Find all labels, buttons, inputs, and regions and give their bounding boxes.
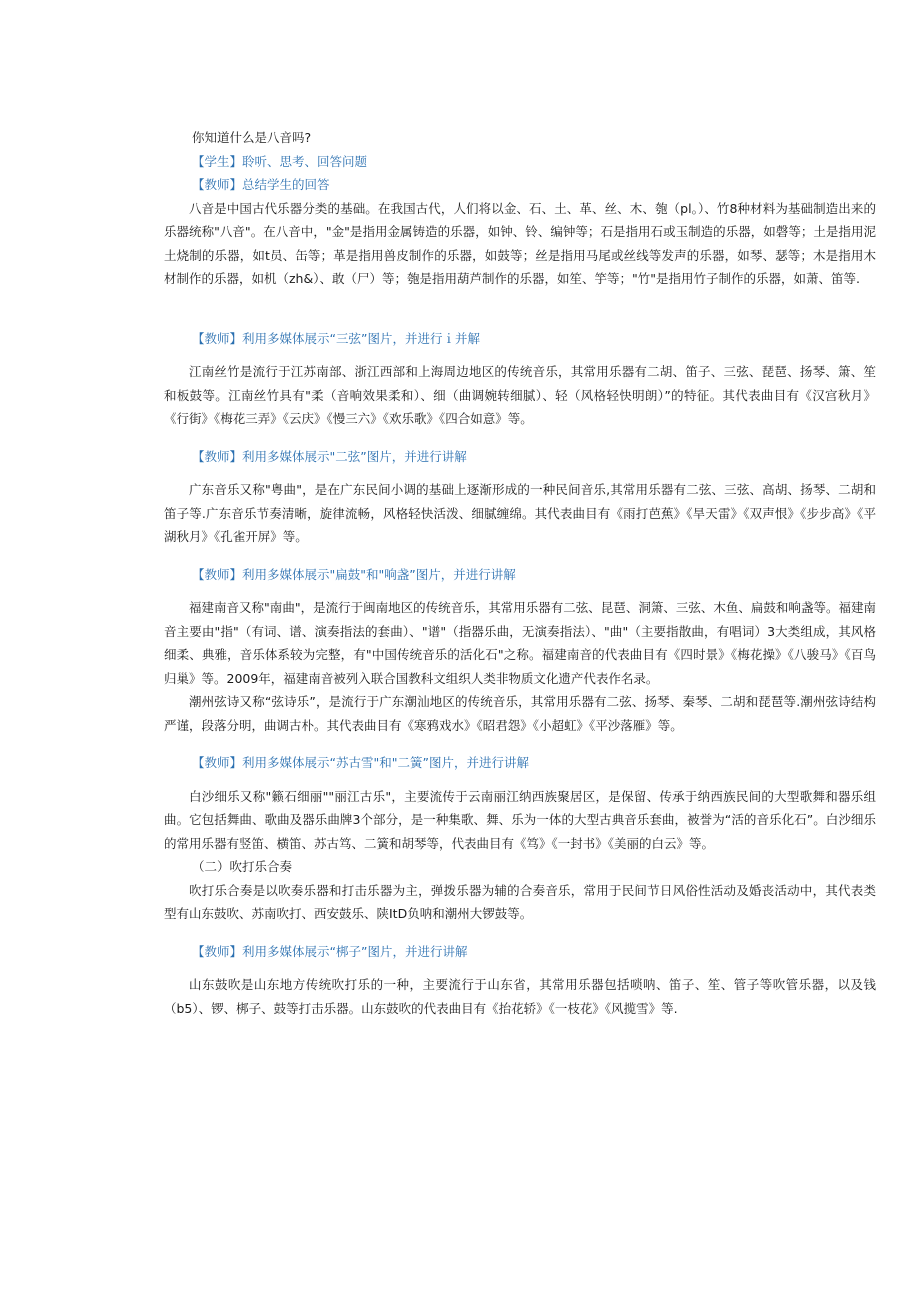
section-heading-bangzi: 【教师】利用多媒体展示“梆子”图片，并进行讲解 xyxy=(192,943,468,959)
section-heading-biangu: 【教师】利用多媒体展示"扁鼓"和"响盏”图片，并进行讲解 xyxy=(192,566,516,582)
chuida-ensemble-paragraph: 吹打乐合奏是以吹奏乐器和打击乐器为主，弹拨乐器为辅的合奏音乐，常用于民间节日风俗性活动及婚丧活动中，其代表类型有山东鼓吹、苏南吹打、西安鼓乐、陕ItD负呐和潮州大锣鼓等。 xyxy=(164,882,876,921)
intro-question: 你知道什么是八音吗? xyxy=(192,130,312,145)
baisha-xiyue-paragraph: 白沙细乐又称"籁石细丽""丽江古乐"，主要流传于云南丽江纳西族聚居区，是保留、传承于纳西族民间的大型歌舞和器乐组曲。它包括舞曲、歌曲及器乐曲牌3个部分，是一种集歌、舞、乐为一体的大型古典音乐套曲，被誉为“活的音乐化石”。白沙细乐的常用乐器有竖笛、横笛、苏古笃、二簧和胡琴等，代表曲目有《笃》《一封书》《美丽的白云》等。 xyxy=(164,788,876,851)
document-body xyxy=(164,126,876,1020)
student-response-label: 【学生】聆听、思考、回答问题 xyxy=(192,153,368,169)
shandong-guchui-paragraph: 山东鼓吹是山东地方传统吹打乐的一种，主要流行于山东省，其常用乐器包括唢呐、笛子、笙、管子等吹管乐器，以及钱（b5）、锣、梆子、鼓等打击乐器。山东鼓吹的代表曲目有《抬花轿》《一枝花》《风揽雪》等. xyxy=(164,977,876,1016)
guangdong-music-paragraph: 广东音乐又称"粤曲"，是在广东民间小调的基础上逐渐形成的一种民间音乐,其常用乐器有二弦、三弦、高胡、扬琴、二胡和笛子等.广东音乐节奏清晰，旋律流畅，风格轻快活泼、细腻缠绵。其代表曲目有《雨打芭蕉》《旱天雷》《双声恨》《步步高》《平湖秋月》《孔雀开屏》等。 xyxy=(164,482,876,544)
section-heading-sugudu: 【教师】利用多媒体展示“苏古雪"和"二簧”图片，并进行讲解 xyxy=(192,755,529,770)
section-heading-sanxian: 【教师】利用多媒体展示“三弦”图片，并进行ｉ并解 xyxy=(192,330,480,346)
bayin-paragraph: 八音是中国古代乐器分类的基础。在我国古代，人们将以金、石、土、革、丝、木、匏（pl。）、竹8种材料为基础制造出来的乐器统称"八音"。在八音中，"金"是指用金属铸造的乐器，如钟、铃、编钟等；石是指用石或玉制造的乐器，如磬等；土是指用泥土烧制的乐器，如t员、缶等；革是指用兽皮制作的乐器，如鼓等；丝是指用马尾或丝线等发声的乐器，如琴、瑟等；木是指用木材制作的乐器，如机（zh&）、敢（尸）等；匏是指用葫芦制作的乐器，如笙、竽等；"竹"是指用竹子制作的乐器，如萧、笛等. xyxy=(164,200,876,286)
section-heading-erxian: 【教师】利用多媒体展示"二弦”图片，并进行讲解 xyxy=(192,448,467,464)
fujian-nanyin-paragraph: 福建南音又称"南曲"，是流行于闽南地区的传统音乐，其常用乐器有二弦、昆琶、洞箫、三弦、木鱼、扁鼓和响盏等。福建南音主要由"指"（有词、谱、演奏指法的套曲）、"谱"（指器乐曲，无演奏指法）、"曲"（主要指散曲，有唱词）3大类组成，其风格细柔、典雅，音乐体系较为完整，有"中国传统音乐的活化石"之称。福建南音的代表曲目有《四时景》《梅花操》《八骏马》《百鸟归巢》等。2009年，福建南音被列入联合国教科文组织人类非物质文化遗产代表作名录。 xyxy=(164,600,876,686)
jiangnan-sizhu-paragraph: 江南丝竹是流行于江苏南部、浙江西部和上海周边地区的传统音乐，其常用乐器有二胡、笛子、三弦、琵琶、扬琴、箫、笙和板鼓等。江南丝竹具有"柔（音响效果柔和）、细（曲调婉转细腻）、轻（风格轻快明朗）”的特征。其代表曲目有《汉宫秋月》《行街》《梅花三弄》《云庆》《慢三六》《欢乐歌》《四合如意》等。 xyxy=(164,364,876,426)
teacher-summary-label: 【教师】总结学生的回答 xyxy=(192,177,330,192)
chaozhou-xianshi-paragraph: 潮州弦诗又称“弦诗乐”，是流行于广东潮汕地区的传统音乐，其常用乐器有二弦、扬琴、秦琴、二胡和琵琶等.潮州弦诗结构严谨，段落分明，曲调古朴。其代表曲目有《寒鸦戏水》《昭君怨》《小超虹》《平沙落雁》等。 xyxy=(164,694,876,733)
subsection-heading-chuida: （二）吹打乐合奏 xyxy=(192,859,293,874)
